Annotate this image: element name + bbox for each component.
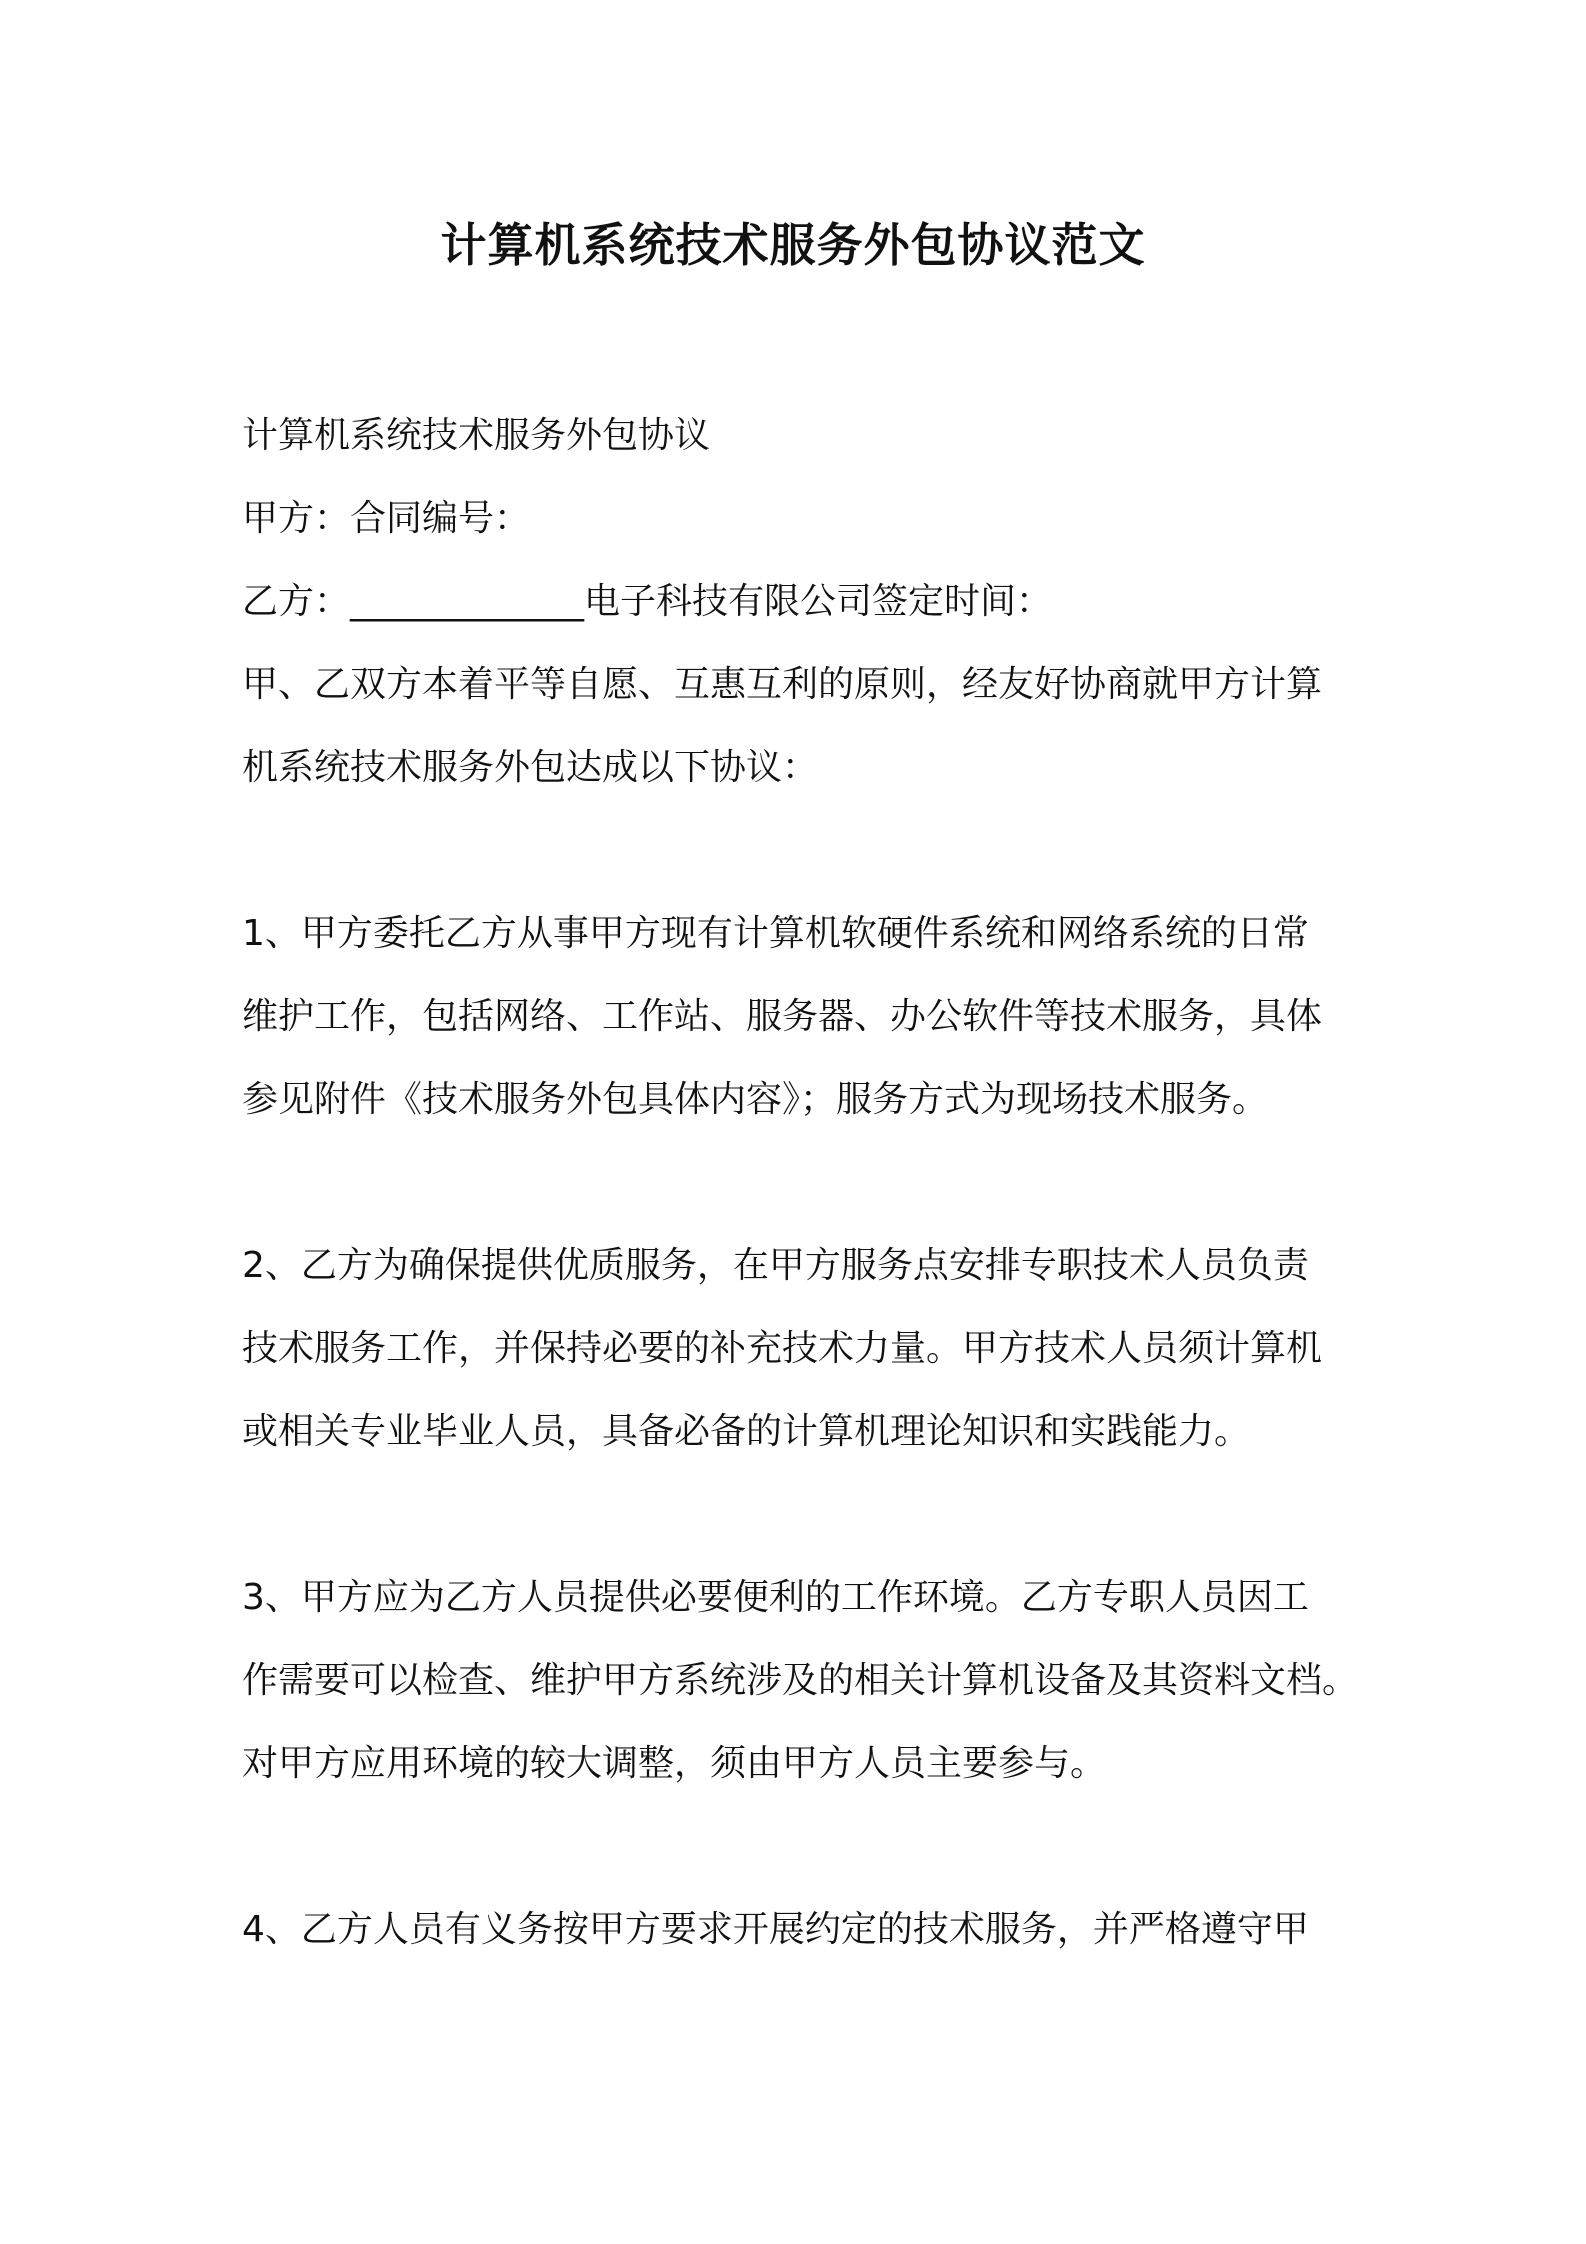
- clause-2-line-3: 或相关专业毕业人员，具备必备的计算机理论知识和实践能力。: [242, 1411, 1251, 1452]
- preamble-line-2: 机系统技术服务外包达成以下协议：: [242, 747, 819, 788]
- clause-1-line-3: 参见附件《技术服务外包具体内容》；服务方式为现场技术服务。: [242, 1079, 1269, 1120]
- clause-1-line-1: 1、甲方委托乙方从事甲方现有计算机软硬件系统和网络系统的日常: [242, 913, 1309, 954]
- preamble-line-1: 甲、乙双方本着平等自愿、互惠互利的原则，经友好协商就甲方计算: [242, 664, 1323, 705]
- clause-3-line-2: 作需要可以检查、维护甲方系统涉及的相关计算机设备及其资料文档。: [242, 1660, 1359, 1701]
- clause-3-line-1: 3、甲方应为乙方人员提供必要便利的工作环境。乙方专职人员因工: [242, 1577, 1309, 1618]
- clause-3-line-3: 对甲方应用环境的较大调整，须由甲方人员主要参与。: [242, 1743, 1107, 1784]
- party-b-line: 乙方：_____________电子科技有限公司签定时间：: [242, 581, 1053, 622]
- agreement-heading: 计算机系统技术服务外包协议: [242, 415, 711, 456]
- party-a-line: 甲方：合同编号：: [242, 498, 531, 539]
- clause-2-line-2: 技术服务工作，并保持必要的补充技术力量。甲方技术人员须计算机: [242, 1328, 1323, 1369]
- document-title: 计算机系统技术服务外包协议范文: [440, 218, 1146, 272]
- clause-1-line-2: 维护工作，包括网络、工作站、服务器、办公软件等技术服务，具体: [242, 996, 1323, 1037]
- clause-4-line-1: 4、乙方人员有义务按甲方要求开展约定的技术服务，并严格遵守甲: [242, 1909, 1309, 1950]
- clause-2-line-1: 2、乙方为确保提供优质服务，在甲方服务点安排专职技术人员负责: [242, 1245, 1309, 1286]
